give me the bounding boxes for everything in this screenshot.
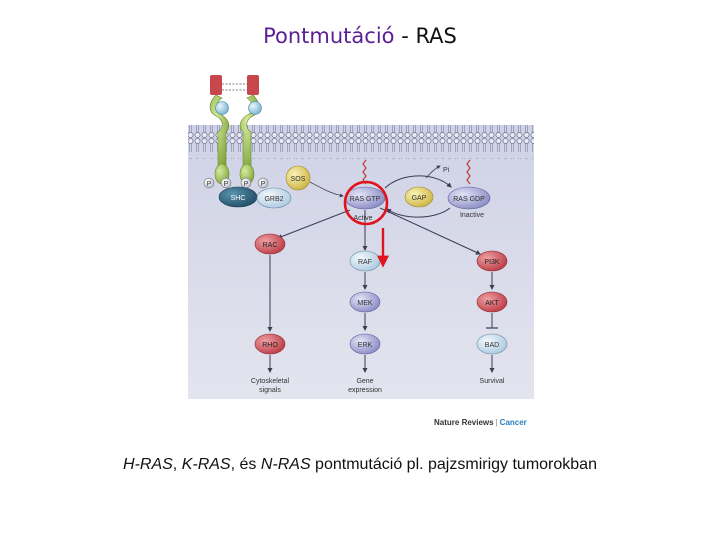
title-part-2: - RAS [394, 24, 457, 48]
erk-label: ERK [357, 342, 373, 349]
output-cytoskeletal-line2: signals [259, 387, 281, 394]
phosphate-label: P [206, 181, 212, 188]
phosphate-label: P [260, 181, 266, 188]
inactive-label: Inactive [459, 212, 485, 219]
gene-k-ras: K-RAS [181, 456, 231, 473]
output-gene-line2: expression [348, 387, 382, 394]
cell-membrane [188, 125, 534, 159]
pi3k-label: PI3K [484, 259, 500, 266]
slide-title [0, 24, 720, 48]
slide-caption [0, 456, 720, 474]
gene-n-ras: N-RAS [260, 456, 311, 473]
bad-label: BAD [484, 342, 500, 349]
phosphate-label: P [243, 181, 249, 188]
gene-h-ras: H-RAS [123, 456, 173, 473]
rho-label: RHO [262, 342, 278, 349]
credit-section: Cancer [499, 418, 527, 427]
phosphate-label: P [223, 181, 229, 188]
ras-gdp-label: RAS GDP [453, 196, 485, 203]
ras-gtp-label: RAS GTP [349, 196, 381, 203]
rac-label: RAC [262, 242, 278, 249]
grb2-label: GRB2 [264, 196, 284, 203]
gap-label: GAP [411, 195, 427, 202]
credit-separator: | [495, 418, 498, 427]
shc-label: SHC [230, 195, 246, 202]
output-gene-line1: Gene [356, 378, 374, 385]
output-cytoskeletal-line1: Cytoskeletal [250, 378, 290, 385]
sos-label: SOS [290, 176, 306, 183]
akt-label: AKT [485, 300, 499, 307]
title-part-1: Pontmutáció [263, 24, 395, 48]
pi-label: Pi [443, 167, 450, 174]
caption-rest: pontmutáció pl. pajzsmirigy tumorokban [310, 456, 597, 473]
raf-label: RAF [358, 259, 372, 266]
caption-sep-1: , [172, 456, 182, 473]
figure-credit [434, 418, 527, 427]
active-label: Active [353, 215, 373, 222]
ras-signaling-diagram [180, 70, 540, 410]
credit-journal: Nature Reviews [434, 418, 494, 427]
caption-sep-2: , és [230, 456, 261, 473]
output-survival: Survival [479, 378, 505, 385]
mek-label: MEK [357, 300, 373, 307]
